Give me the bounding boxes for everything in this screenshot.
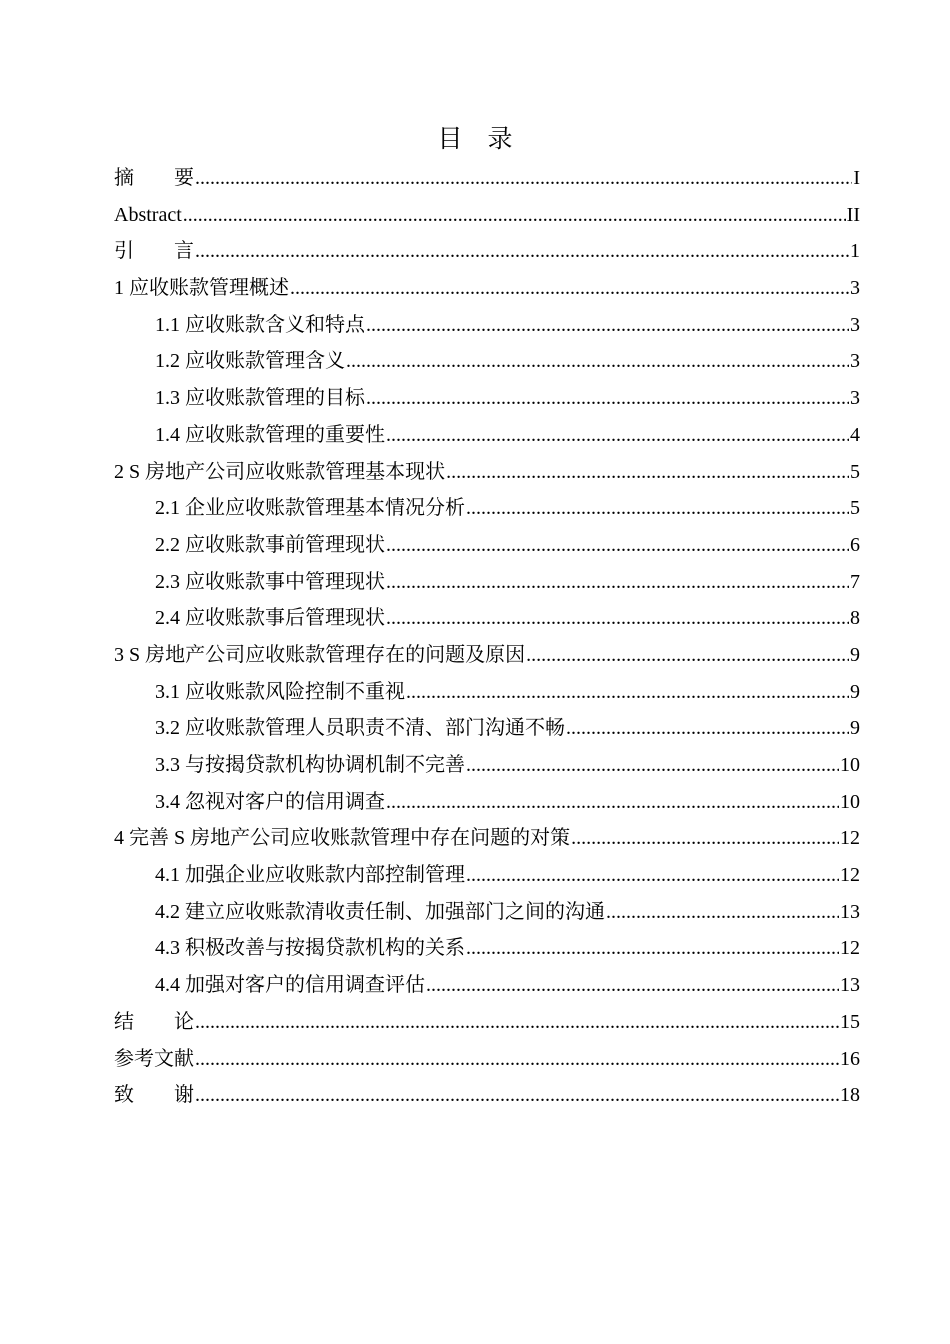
toc-entry[interactable] [114,637,860,674]
toc-entry-page-number: 3 [850,350,860,373]
toc-entry-label: 致 谢 [114,1084,194,1107]
toc-entry-label: 3.3 与按揭贷款机构协调机制不完善 [155,754,465,776]
toc-list [114,160,860,1114]
toc-entry-label: 参考文献 [114,1047,194,1070]
toc-entry[interactable] [114,160,860,197]
toc-title: 目 录 [437,124,513,153]
toc-entry-page-number: 18 [840,1084,860,1107]
toc-entry-page-number: 13 [840,900,860,923]
toc-entry-label: 4 完善 S 房地产公司应收账款管理中存在问题的对策 [114,827,571,850]
toc-entry-page-number: 16 [840,1047,860,1070]
toc-entry-page-number: 12 [840,937,860,960]
toc-entry[interactable] [114,564,860,601]
toc-entry-page-number: II [846,203,860,226]
toc-dot-leader [386,564,849,601]
toc-dot-leader [571,820,839,857]
toc-entry-label: 1.2 应收账款管理含义 [155,350,345,373]
toc-entry-page-number: 3 [850,313,860,336]
toc-entry[interactable] [114,233,860,270]
toc-entry-label: 1.1 应收账款含义和特点 [155,313,365,336]
toc-dot-leader [606,894,839,931]
toc-entry-label: 1.3 应收账款管理的目标 [155,387,365,410]
toc-entry-label: 1 应收账款管理概述 [114,277,289,300]
toc-entry[interactable] [114,857,860,894]
toc-entry[interactable] [114,1004,860,1041]
toc-entry-page-number: I [853,167,860,189]
toc-entry-label: 2.4 应收账款事后管理现状 [155,607,385,630]
toc-entry[interactable] [114,527,860,564]
toc-entry-page-number: 5 [850,460,860,483]
toc-entry-label: 3.2 应收账款管理人员职责不清、部门沟通不畅 [155,717,565,740]
toc-entry[interactable] [114,490,860,527]
toc-entry[interactable] [114,1077,860,1114]
toc-dot-leader [195,1041,839,1078]
toc-dot-leader [566,710,849,747]
toc-entry-page-number: 7 [850,570,860,593]
toc-entry-page-number: 5 [850,497,860,520]
toc-entry-label: 4.3 积极改善与按揭贷款机构的关系 [155,937,465,960]
toc-entry-label: 2.3 应收账款事中管理现状 [155,570,385,593]
toc-entry[interactable] [114,343,860,380]
toc-entry-label: 4.1 加强企业应收账款内部控制管理 [155,864,465,887]
toc-entry[interactable] [114,674,860,711]
toc-dot-leader [346,343,849,380]
toc-entry-label: 3.4 忽视对客户的信用调查 [155,790,385,813]
toc-entry-page-number: 13 [840,974,860,997]
toc-entry-page-number: 1 [850,240,860,263]
toc-entry-page-number: 10 [840,790,860,813]
toc-entry-page-number: 9 [850,717,860,740]
toc-dot-leader [426,967,839,1004]
toc-entry-page-number: 3 [850,277,860,300]
toc-entry-page-number: 8 [850,607,860,630]
toc-dot-leader [366,307,849,344]
toc-entry-page-number: 15 [840,1010,860,1033]
toc-entry[interactable] [114,197,860,234]
toc-dot-leader [466,490,849,527]
toc-entry[interactable] [114,820,860,857]
toc-dot-leader [195,1077,839,1114]
toc-entry-page-number: 9 [850,680,860,703]
toc-dot-leader [195,160,852,197]
toc-dot-leader [466,747,839,784]
toc-dot-leader [466,930,839,967]
toc-dot-leader [290,270,849,307]
toc-dot-leader [446,454,849,491]
toc-entry[interactable] [114,967,860,1004]
toc-entry-label: 3 S 房地产公司应收账款管理存在的问题及原因 [114,643,526,666]
toc-entry-label: 4.2 建立应收账款清收责任制、加强部门之间的沟通 [155,900,605,923]
toc-entry-label: 1.4 应收账款管理的重要性 [155,423,385,446]
toc-entry[interactable] [114,894,860,931]
toc-entry-label: 引 言 [114,240,194,263]
toc-entry-label: 结 论 [114,1010,194,1033]
toc-dot-leader [526,637,849,674]
toc-dot-leader [386,527,849,564]
toc-entry-page-number: 10 [840,754,860,776]
toc-dot-leader [366,380,849,417]
toc-entry-page-number: 6 [850,533,860,556]
toc-entry-label: 2.1 企业应收账款管理基本情况分析 [155,497,465,520]
toc-entry-label: 4.4 加强对客户的信用调查评估 [155,974,425,997]
toc-entry[interactable] [114,1041,860,1078]
toc-dot-leader [195,1004,839,1041]
toc-dot-leader [195,233,849,270]
toc-entry-page-number: 3 [850,387,860,410]
toc-entry-page-number: 12 [840,864,860,887]
toc-entry-label: Abstract [114,203,182,226]
toc-dot-leader [386,784,839,821]
toc-entry[interactable] [114,600,860,637]
toc-entry[interactable] [114,417,860,454]
toc-entry-label: 摘 要 [114,167,194,189]
toc-entry-page-number: 4 [850,423,860,446]
toc-entry[interactable] [114,747,860,784]
toc-dot-leader [183,197,846,234]
toc-entry[interactable] [114,930,860,967]
toc-entry-label: 2.2 应收账款事前管理现状 [155,533,385,556]
toc-dot-leader [406,674,849,711]
toc-entry[interactable] [114,454,860,491]
toc-entry[interactable] [114,380,860,417]
toc-entry-page-number: 9 [850,643,860,666]
toc-entry-label: 2 S 房地产公司应收账款管理基本现状 [114,460,446,483]
toc-entry[interactable] [114,710,860,747]
toc-dot-leader [386,417,849,454]
toc-dot-leader [466,857,839,894]
toc-entry[interactable] [114,784,860,821]
toc-dot-leader [386,600,849,637]
toc-entry[interactable] [114,270,860,307]
toc-entry[interactable] [114,307,860,344]
toc-entry-label: 3.1 应收账款风险控制不重视 [155,680,405,703]
toc-entry-page-number: 12 [840,827,860,850]
